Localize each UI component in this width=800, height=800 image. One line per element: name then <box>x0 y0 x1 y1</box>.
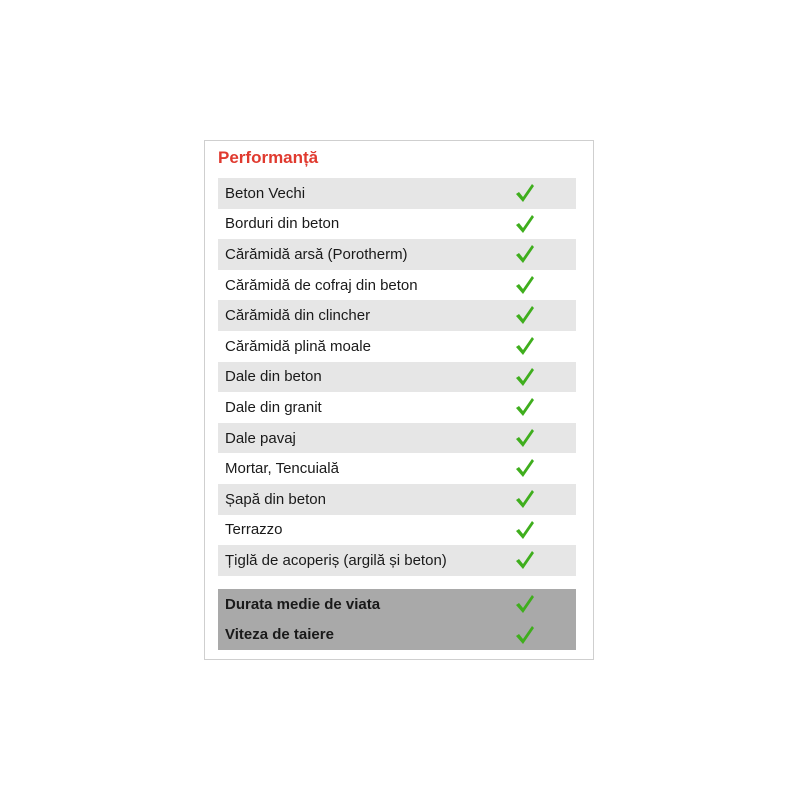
row-label: Terrazzo <box>225 521 283 539</box>
table-row <box>218 178 576 209</box>
checkmark-icon <box>514 624 536 646</box>
table-row <box>218 331 576 362</box>
checkmark-icon <box>514 457 536 479</box>
table-row <box>218 423 576 454</box>
table-row <box>218 515 576 546</box>
table-row <box>218 545 576 576</box>
checkmark-icon <box>514 593 536 615</box>
table-row <box>218 300 576 331</box>
checkmark-icon <box>514 549 536 571</box>
row-label: Durata medie de viata <box>225 595 381 613</box>
row-label: Cărămidă de cofraj din beton <box>225 276 418 294</box>
checkmark-icon <box>514 396 536 418</box>
panel-title: Performanță <box>218 148 319 167</box>
row-label: Dale din beton <box>225 368 322 386</box>
row-label: Beton Vechi <box>225 184 306 202</box>
row-label: Cărămidă arsă (Porotherm) <box>225 245 408 263</box>
summary-row <box>218 620 576 651</box>
checkmark-icon <box>514 519 536 541</box>
table-row <box>218 209 576 240</box>
row-label: Dale din granit <box>225 398 322 416</box>
row-label: Cărămidă plină moale <box>225 337 371 355</box>
summary-row <box>218 589 576 620</box>
performance-panel <box>204 140 594 660</box>
material-list <box>218 178 576 576</box>
table-row <box>218 270 576 301</box>
table-row <box>218 453 576 484</box>
row-label: Borduri din beton <box>225 215 340 233</box>
summary-block <box>218 589 576 650</box>
checkmark-icon <box>514 274 536 296</box>
row-label: Țiglă de acoperiș (argilă și beton) <box>225 551 447 569</box>
checkmark-icon <box>514 335 536 357</box>
table-row <box>218 362 576 393</box>
checkmark-icon <box>514 488 536 510</box>
table-row <box>218 239 576 270</box>
row-label: Dale pavaj <box>225 429 296 447</box>
table-row <box>218 392 576 423</box>
checkmark-icon <box>514 182 536 204</box>
checkmark-icon <box>514 213 536 235</box>
checkmark-icon <box>514 427 536 449</box>
row-label: Viteza de taiere <box>225 626 334 644</box>
checkmark-icon <box>514 243 536 265</box>
table-row <box>218 484 576 515</box>
checkmark-icon <box>514 366 536 388</box>
row-label: Cărămidă din clincher <box>225 307 371 325</box>
checkmark-icon <box>514 304 536 326</box>
row-label: Șapă din beton <box>225 490 326 508</box>
row-label: Mortar, Tencuială <box>225 460 339 478</box>
